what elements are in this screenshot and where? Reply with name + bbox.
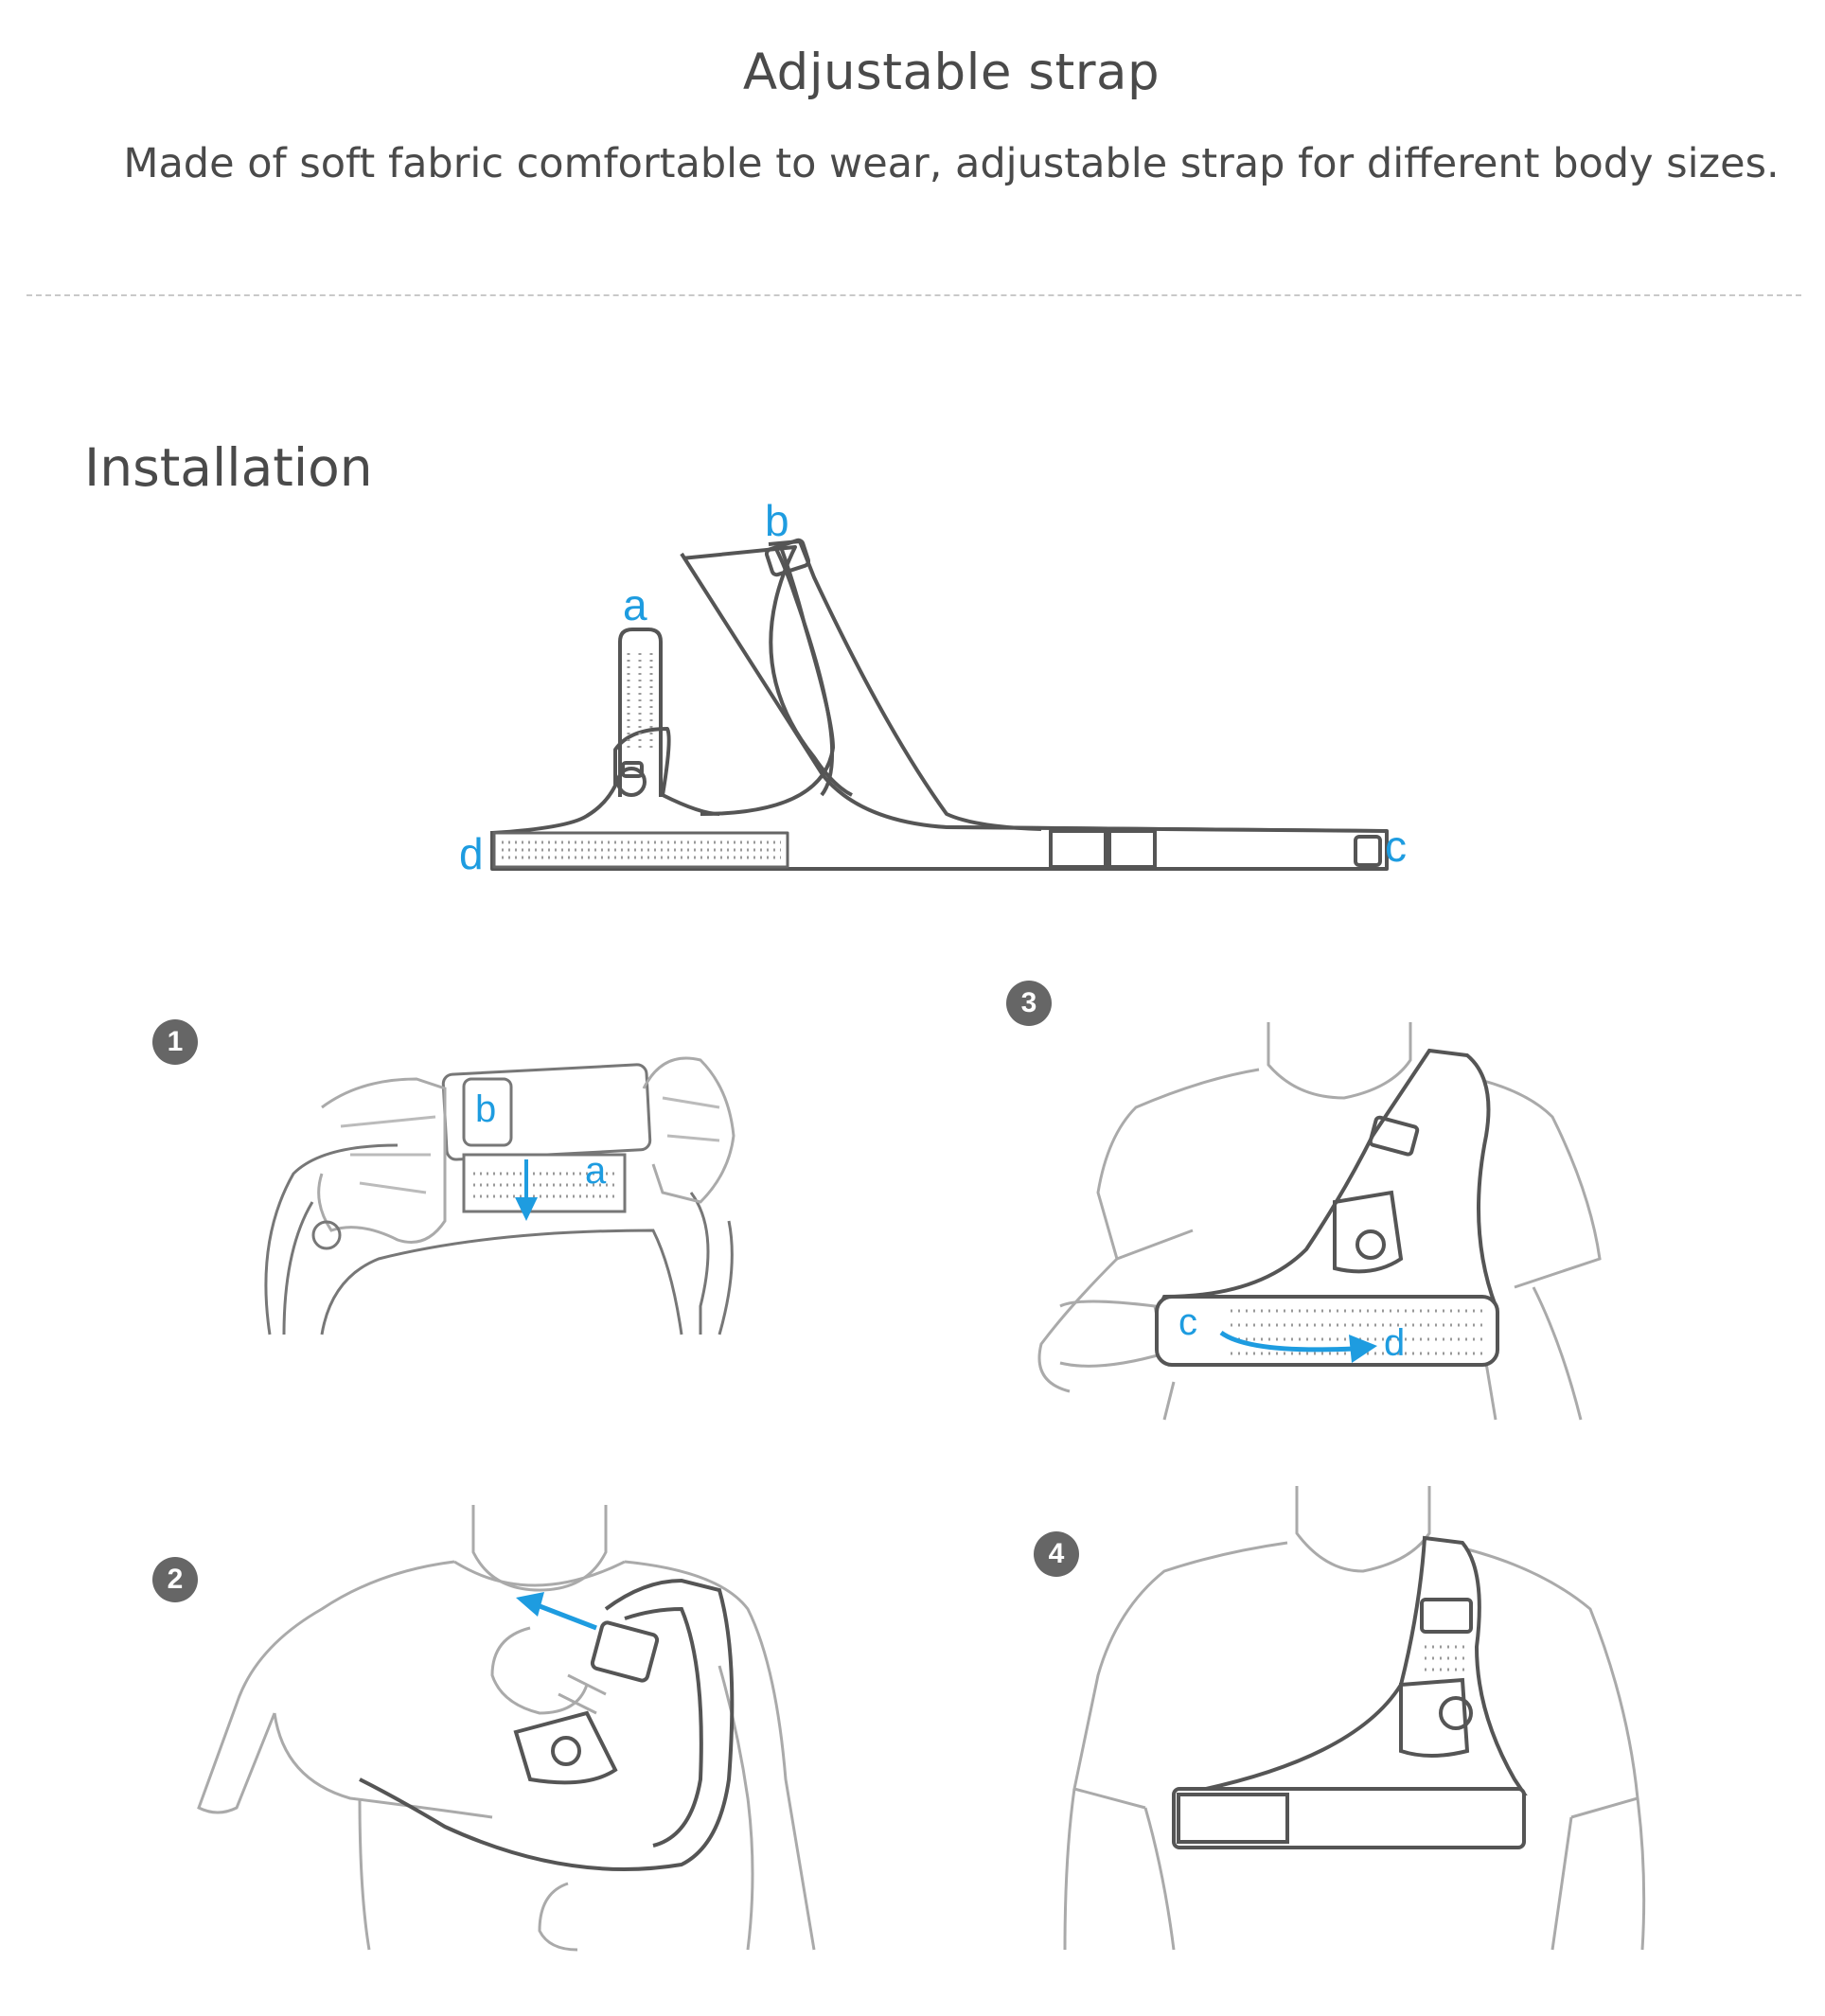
part-label-d: d	[459, 829, 484, 878]
step-3-label-c: c	[1178, 1301, 1197, 1343]
page-subtitle: Made of soft fabric comfortable to wear, adjustable strap for different body sizes.	[123, 140, 1780, 187]
step-1-label-b: b	[475, 1088, 497, 1130]
step-4-badge: 4	[1034, 1531, 1079, 1577]
step-3-badge: 3	[1006, 981, 1052, 1026]
step-2-arrowhead	[516, 1592, 544, 1617]
step-2-illustration	[199, 1505, 814, 1950]
step-2-strap	[360, 1581, 732, 1869]
step-1-illustration	[266, 1058, 734, 1335]
step-3-label-d: d	[1384, 1322, 1406, 1364]
page-title: Adjustable strap	[742, 44, 1161, 101]
installation-heading: Installation	[84, 437, 373, 498]
step-1-label-a: a	[585, 1150, 607, 1192]
part-label-b: b	[765, 496, 789, 545]
step-4-strap	[1174, 1538, 1524, 1848]
part-label-a: a	[623, 580, 647, 629]
part-label-c: c	[1385, 822, 1407, 871]
step-4-illustration	[1065, 1486, 1644, 1950]
step-2-arrow	[535, 1604, 596, 1628]
step-1-badge: 1	[152, 1019, 198, 1065]
step-2-badge: 2	[152, 1557, 198, 1602]
